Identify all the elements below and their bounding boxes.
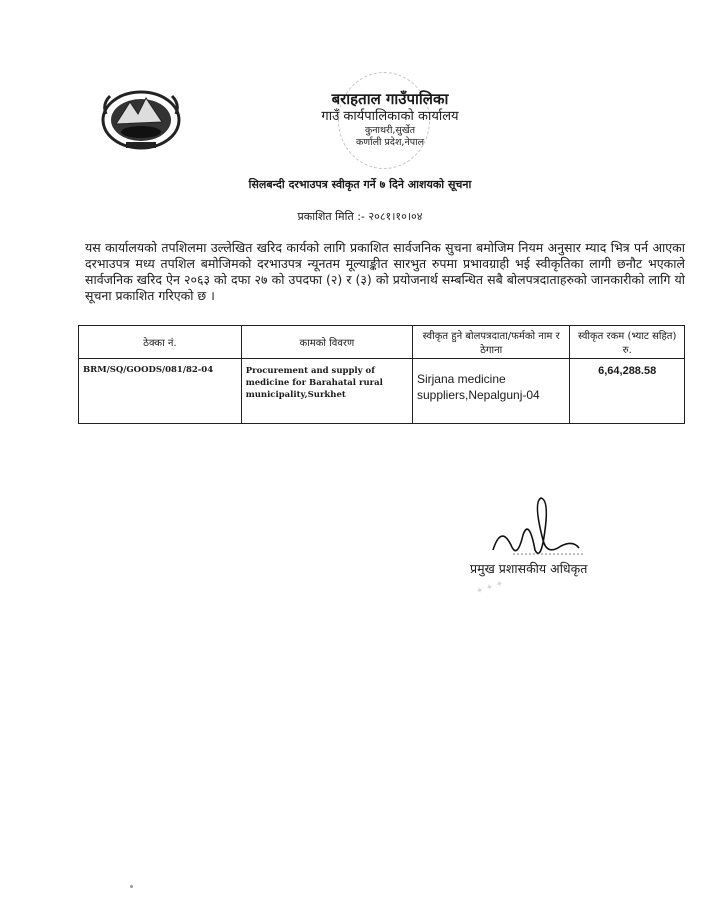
district-address: कुनाथरी,सुर्खेत — [364, 125, 416, 136]
published-date: प्रकाशित मिति :- २०८१।१०।०४ — [297, 210, 423, 223]
notice-body: यस कार्यालयको तपशिलमा उल्लेखित खरिद कार्यको लागि प्रकाशित सार्वजनिक सुचना बमोजिम नियम अनुसार म्याद भित्र पर्न आएका दरभाउपत्र मध्य तपशिल बमोजिमको दरभाउपत्र न्यूनतम मूल्याङ्कीत सारभुत रुपमा प्रभावग्राही भई स्वीकृतिका लागी छनौट भएकाले सार्वजनिक खरिद ऐन २०६३ को दफा २७ को उपदफा (२) र (३) को प्रयोजनार्थ सम्बन्धित सबै बोलपत्रदाताहरुको जानकारीको लागि यो सूचना प्रकाशित गरिएको छ । — [85, 240, 685, 303]
province-address: कर्णाली प्रदेश,नेपाल — [355, 137, 425, 148]
table-row — [79, 359, 685, 424]
bidder-text: Sirjana medicine suppliers,Nepalgunj-04 — [416, 372, 540, 402]
nepal-emblem-icon — [100, 84, 182, 152]
table-header-row — [79, 326, 685, 359]
signatory-title: प्रमुख प्रशासकीय अधिकृत — [470, 561, 588, 576]
signature-icon — [483, 490, 593, 570]
cell-amount: 6,64,288.58 — [570, 359, 685, 424]
faded-stamp: ✦ ✦ ✦ — [474, 578, 505, 598]
bid-table — [78, 325, 685, 424]
header-amount: स्वीकृत रकम (भ्याट सहित) रु. — [570, 326, 685, 359]
office-name: बराहताल गाउँपालिका — [331, 90, 449, 108]
header-contract-no: ठेक्का नं. — [79, 326, 242, 359]
header-bidder: स्वीकृत हुने बोलपत्रदाता/फर्मको नाम र ठेगाना — [412, 326, 569, 359]
office-subtitle: गाउँ कार्यपालिकाको कार्यालय — [321, 109, 459, 124]
notice-title: सिलबन्दी दरभाउपत्र स्वीकृत गर्ने ७ दिने आशयको सूचना — [248, 178, 472, 191]
letterhead — [240, 90, 540, 149]
cell-description: Procurement and supply of medicine for Barahatal rural municipality,Surkhet — [241, 359, 412, 424]
cell-contract-no: BRM/SQ/GOODS/081/82-04 — [79, 359, 242, 424]
scan-speck — [130, 885, 133, 888]
header-description: कामको विवरण — [241, 326, 412, 359]
cell-bidder — [412, 359, 569, 424]
